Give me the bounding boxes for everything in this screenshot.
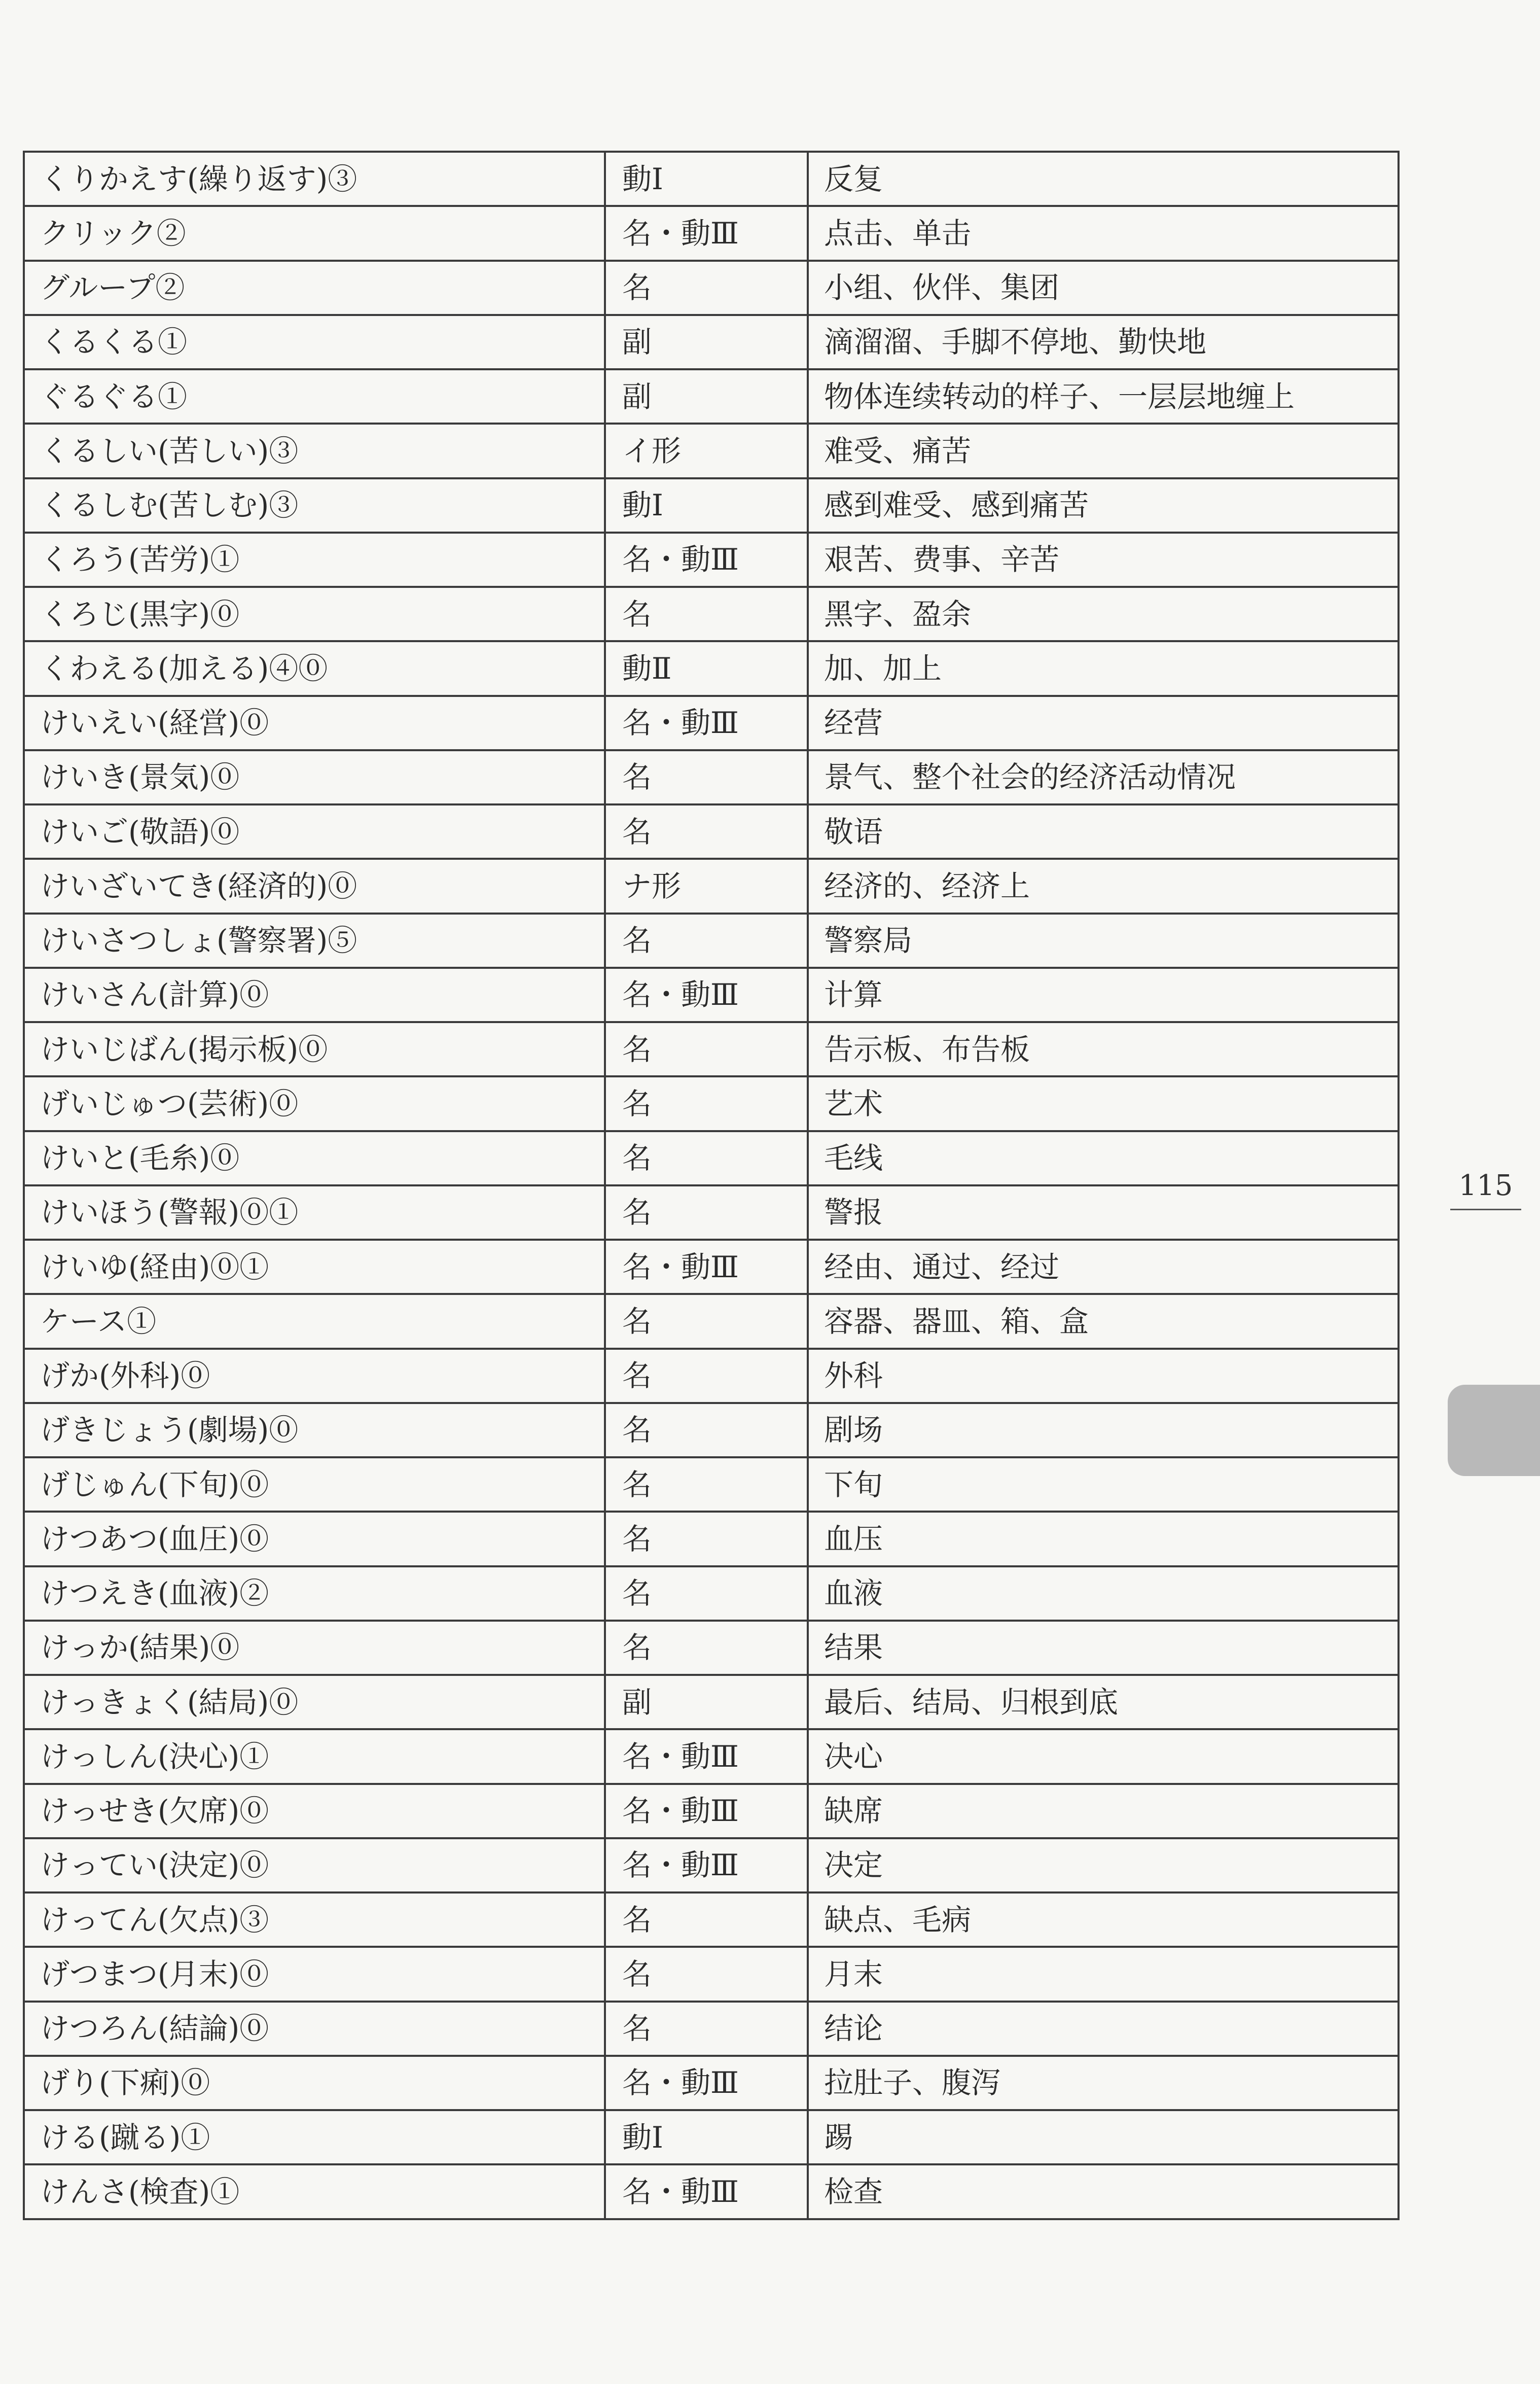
part-of-speech-cell: 動Ⅰ xyxy=(605,2110,808,2164)
word-cell: げつまつ(月末)⓪ xyxy=(24,1947,605,2001)
table-row xyxy=(24,152,1399,206)
meaning-cell: 决心 xyxy=(808,1729,1399,1783)
meaning-cell: 毛线 xyxy=(808,1131,1399,1185)
part-of-speech-cell: イ形 xyxy=(605,424,808,478)
word-cell: けってん(欠点)③ xyxy=(24,1892,605,1947)
word-cell: くるしい(苦しい)③ xyxy=(24,424,605,478)
meaning-cell: 月末 xyxy=(808,1947,1399,2001)
table-row xyxy=(24,914,1399,968)
meaning-cell: 计算 xyxy=(808,968,1399,1022)
table-row xyxy=(24,1185,1399,1240)
table-row xyxy=(24,1457,1399,1512)
table-row xyxy=(24,968,1399,1022)
part-of-speech-cell: 名 xyxy=(605,1131,808,1185)
part-of-speech-cell: 名 xyxy=(605,2002,808,2056)
word-cell: けいと(毛糸)⓪ xyxy=(24,1131,605,1185)
part-of-speech-cell: 動Ⅰ xyxy=(605,478,808,533)
table-row xyxy=(24,315,1399,369)
word-cell: げじゅん(下旬)⓪ xyxy=(24,1457,605,1512)
word-cell: ケース① xyxy=(24,1294,605,1348)
part-of-speech-cell: 動Ⅱ xyxy=(605,641,808,695)
part-of-speech-cell: 名 xyxy=(605,1349,808,1403)
meaning-cell: 艰苦、费事、辛苦 xyxy=(808,533,1399,587)
table-row xyxy=(24,641,1399,695)
word-cell: クリック② xyxy=(24,206,605,260)
meaning-cell: 警报 xyxy=(808,1185,1399,1240)
table-row xyxy=(24,2164,1399,2219)
table-row xyxy=(24,2056,1399,2110)
part-of-speech-cell: 名 xyxy=(605,1185,808,1240)
part-of-speech-cell: 名 xyxy=(605,1294,808,1348)
table-row xyxy=(24,1240,1399,1294)
word-cell: けってい(決定)⓪ xyxy=(24,1838,605,1892)
word-cell: けいじばん(掲示板)⓪ xyxy=(24,1022,605,1076)
word-cell: くわえる(加える)④⓪ xyxy=(24,641,605,695)
table-row xyxy=(24,1512,1399,1566)
word-cell: けいご(敬語)⓪ xyxy=(24,804,605,859)
word-cell: けいえい(経営)⓪ xyxy=(24,696,605,750)
word-cell: けいざいてき(経済的)⓪ xyxy=(24,859,605,913)
part-of-speech-cell: 名 xyxy=(605,914,808,968)
part-of-speech-cell: 名 xyxy=(605,1512,808,1566)
word-cell: けいゆ(経由)⓪① xyxy=(24,1240,605,1294)
word-cell: ける(蹴る)① xyxy=(24,2110,605,2164)
table-row xyxy=(24,1892,1399,1947)
part-of-speech-cell: 動Ⅰ xyxy=(605,152,808,206)
table-row xyxy=(24,1403,1399,1457)
word-cell: けいさん(計算)⓪ xyxy=(24,968,605,1022)
part-of-speech-cell: 名・動Ⅲ xyxy=(605,1784,808,1838)
table-row xyxy=(24,1621,1399,1675)
word-cell: グループ② xyxy=(24,261,605,315)
table-row xyxy=(24,1131,1399,1185)
table-row xyxy=(24,804,1399,859)
table-row xyxy=(24,261,1399,315)
word-cell: くりかえす(繰り返す)③ xyxy=(24,152,605,206)
word-cell: けいさつしょ(警察署)⑤ xyxy=(24,914,605,968)
part-of-speech-cell: 名 xyxy=(605,750,808,804)
word-cell: けつえき(血液)② xyxy=(24,1566,605,1621)
part-of-speech-cell: 名・動Ⅲ xyxy=(605,1838,808,1892)
part-of-speech-cell: 名 xyxy=(605,587,808,641)
meaning-cell: 物体连续转动的样子、一层层地缠上 xyxy=(808,369,1399,424)
word-cell: くるしむ(苦しむ)③ xyxy=(24,478,605,533)
meaning-cell: 最后、结局、归根到底 xyxy=(808,1675,1399,1729)
word-cell: くろう(苦労)① xyxy=(24,533,605,587)
meaning-cell: 景气、整个社会的经济活动情况 xyxy=(808,750,1399,804)
word-cell: けっせき(欠席)⓪ xyxy=(24,1784,605,1838)
meaning-cell: 滴溜溜、手脚不停地、勤快地 xyxy=(808,315,1399,369)
meaning-cell: 血液 xyxy=(808,1566,1399,1621)
table-row xyxy=(24,1566,1399,1621)
meaning-cell: 血压 xyxy=(808,1512,1399,1566)
meaning-cell: 结果 xyxy=(808,1621,1399,1675)
word-cell: ぐるぐる① xyxy=(24,369,605,424)
word-cell: けいほう(警報)⓪① xyxy=(24,1185,605,1240)
page-number-underline xyxy=(1450,1209,1521,1210)
table-row xyxy=(24,478,1399,533)
meaning-cell: 剧场 xyxy=(808,1403,1399,1457)
word-cell: けっか(結果)⓪ xyxy=(24,1621,605,1675)
table-row xyxy=(24,369,1399,424)
part-of-speech-cell: 名 xyxy=(605,1022,808,1076)
meaning-cell: 缺席 xyxy=(808,1784,1399,1838)
meaning-cell: 小组、伙伴、集团 xyxy=(808,261,1399,315)
part-of-speech-cell: 名 xyxy=(605,261,808,315)
part-of-speech-cell: 副 xyxy=(605,369,808,424)
part-of-speech-cell: 副 xyxy=(605,1675,808,1729)
part-of-speech-cell: 名 xyxy=(605,1403,808,1457)
meaning-cell: 经营 xyxy=(808,696,1399,750)
table-row xyxy=(24,533,1399,587)
part-of-speech-cell: 名 xyxy=(605,1621,808,1675)
meaning-cell: 容器、器皿、箱、盒 xyxy=(808,1294,1399,1348)
meaning-cell: 下旬 xyxy=(808,1457,1399,1512)
meaning-cell: 检查 xyxy=(808,2164,1399,2219)
page-number: 115 xyxy=(1458,1169,1513,1202)
table-row xyxy=(24,696,1399,750)
table-row xyxy=(24,587,1399,641)
part-of-speech-cell: 名・動Ⅲ xyxy=(605,696,808,750)
part-of-speech-cell: 名 xyxy=(605,804,808,859)
word-cell: けいき(景気)⓪ xyxy=(24,750,605,804)
word-cell: げり(下痢)⓪ xyxy=(24,2056,605,2110)
meaning-cell: 外科 xyxy=(808,1349,1399,1403)
part-of-speech-cell: 名・動Ⅲ xyxy=(605,533,808,587)
part-of-speech-cell: 名・動Ⅲ xyxy=(605,206,808,260)
meaning-cell: 经由、通过、经过 xyxy=(808,1240,1399,1294)
meaning-cell: 结论 xyxy=(808,2002,1399,2056)
meaning-cell: 警察局 xyxy=(808,914,1399,968)
table-row xyxy=(24,2110,1399,2164)
table-row xyxy=(24,1294,1399,1348)
part-of-speech-cell: 名 xyxy=(605,1892,808,1947)
word-cell: げか(外科)⓪ xyxy=(24,1349,605,1403)
meaning-cell: 黑字、盈余 xyxy=(808,587,1399,641)
meaning-cell: 加、加上 xyxy=(808,641,1399,695)
word-cell: けんさ(検査)① xyxy=(24,2164,605,2219)
word-cell: けっきょく(結局)⓪ xyxy=(24,1675,605,1729)
meaning-cell: 感到难受、感到痛苦 xyxy=(808,478,1399,533)
table-row xyxy=(24,1838,1399,1892)
meaning-cell: 踢 xyxy=(808,2110,1399,2164)
part-of-speech-cell: 名・動Ⅲ xyxy=(605,968,808,1022)
part-of-speech-cell: 名 xyxy=(605,1457,808,1512)
table-row xyxy=(24,1076,1399,1131)
meaning-cell: 决定 xyxy=(808,1838,1399,1892)
word-cell: げきじょう(劇場)⓪ xyxy=(24,1403,605,1457)
word-cell: くるくる① xyxy=(24,315,605,369)
word-cell: くろじ(黒字)⓪ xyxy=(24,587,605,641)
part-of-speech-cell: 名 xyxy=(605,1076,808,1131)
meaning-cell: 点击、单击 xyxy=(808,206,1399,260)
part-of-speech-cell: 名・動Ⅲ xyxy=(605,2164,808,2219)
word-cell: げいじゅつ(芸術)⓪ xyxy=(24,1076,605,1131)
table-row xyxy=(24,1349,1399,1403)
meaning-cell: 缺点、毛病 xyxy=(808,1892,1399,1947)
table-row xyxy=(24,1022,1399,1076)
thumb-index-tab xyxy=(1448,1385,1540,1476)
meaning-cell: 拉肚子、腹泻 xyxy=(808,2056,1399,2110)
part-of-speech-cell: 名 xyxy=(605,1947,808,2001)
word-cell: けつろん(結論)⓪ xyxy=(24,2002,605,2056)
part-of-speech-cell: 副 xyxy=(605,315,808,369)
table-row xyxy=(24,1947,1399,2001)
table-row xyxy=(24,859,1399,913)
table-row xyxy=(24,750,1399,804)
part-of-speech-cell: 名・動Ⅲ xyxy=(605,1729,808,1783)
meaning-cell: 敬语 xyxy=(808,804,1399,859)
part-of-speech-cell: 名 xyxy=(605,1566,808,1621)
table-row xyxy=(24,1729,1399,1783)
part-of-speech-cell: 名・動Ⅲ xyxy=(605,1240,808,1294)
meaning-cell: 反复 xyxy=(808,152,1399,206)
meaning-cell: 艺术 xyxy=(808,1076,1399,1131)
meaning-cell: 经济的、经济上 xyxy=(808,859,1399,913)
vocabulary-table-body xyxy=(24,152,1399,2219)
part-of-speech-cell: ナ形 xyxy=(605,859,808,913)
table-row xyxy=(24,2002,1399,2056)
table-row xyxy=(24,1675,1399,1729)
table-row xyxy=(24,1784,1399,1838)
vocabulary-table xyxy=(23,151,1400,2220)
word-cell: けつあつ(血圧)⓪ xyxy=(24,1512,605,1566)
table-row xyxy=(24,206,1399,260)
word-cell: けっしん(決心)① xyxy=(24,1729,605,1783)
meaning-cell: 难受、痛苦 xyxy=(808,424,1399,478)
meaning-cell: 告示板、布告板 xyxy=(808,1022,1399,1076)
table-row xyxy=(24,424,1399,478)
part-of-speech-cell: 名・動Ⅲ xyxy=(605,2056,808,2110)
